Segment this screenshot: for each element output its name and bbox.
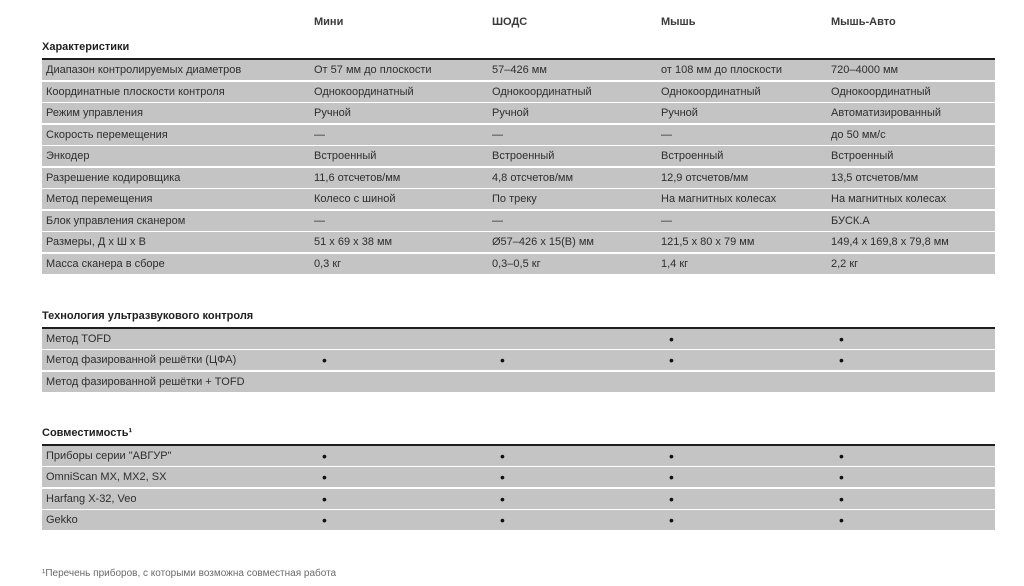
table-row	[42, 189, 995, 209]
check-dot: •	[839, 490, 844, 507]
row-label: Размеры, Д х Ш х В	[46, 236, 146, 248]
cell-value: Ручной	[661, 107, 698, 119]
check-dot: •	[322, 352, 327, 368]
check-dot: •	[839, 447, 844, 464]
cell-value: 13,5 отсчетов/мм	[831, 171, 919, 184]
row-label: Энкодер	[46, 150, 90, 162]
row-label: Блок управления сканером	[46, 214, 186, 227]
cell-value: Ручной	[492, 107, 529, 119]
check-dot: •	[669, 330, 674, 347]
cell-value	[314, 329, 492, 349]
check-dot: •	[322, 512, 327, 528]
section-characteristics	[42, 40, 995, 274]
cell-value: —	[492, 214, 503, 227]
cell-value	[661, 372, 831, 392]
cell-value: 12,9 отсчетов/мм	[661, 171, 749, 184]
row-label: OmniScan MX, MX2, SX	[46, 471, 167, 483]
cell-value: На магнитных колесах	[831, 193, 947, 205]
cell-value: 4,8 отсчетов/мм	[492, 171, 574, 184]
cell-value: 57–426 мм	[492, 64, 547, 76]
check-dot: •	[669, 352, 674, 368]
table-row	[42, 168, 995, 188]
cell-value: до 50 мм/с	[831, 128, 886, 141]
table-row	[42, 254, 995, 274]
cell-value: 720–4000 мм	[831, 64, 899, 76]
row-label: Gekko	[46, 514, 78, 526]
cell-value: Встроенный	[831, 150, 894, 162]
row-label: Метод перемещения	[46, 193, 153, 205]
check-dot: •	[500, 512, 505, 528]
section-title: Характеристики	[42, 41, 130, 53]
row-label: Метод TOFD	[46, 332, 112, 345]
cell-value: 0,3–0,5 кг	[492, 257, 541, 270]
section-ultrasonic-technology	[42, 309, 995, 392]
cell-value: Встроенный	[492, 150, 555, 162]
cell-value: 121,5 x 80 x 79 мм	[661, 236, 755, 248]
check-dot: •	[322, 490, 327, 507]
column-header-mysh: Мышь	[661, 16, 696, 28]
cell-value: —	[314, 214, 325, 227]
header-spacer	[42, 14, 314, 30]
cell-value: 11,6 отсчетов/мм	[314, 171, 401, 184]
cell-value: 1,4 кг	[661, 257, 689, 270]
cell-value: По треку	[492, 193, 537, 205]
section-rows	[42, 444, 995, 531]
cell-value	[831, 372, 995, 392]
cell-value: Ø57–426 x 15(В) мм	[492, 236, 594, 248]
cell-value: Однокоординатный	[492, 85, 592, 98]
check-dot: •	[500, 447, 505, 464]
check-dot: •	[500, 352, 505, 368]
cell-value: —	[661, 128, 672, 141]
row-label: Метод фазированной решётки + TOFD	[46, 375, 245, 388]
section-rows	[42, 58, 995, 274]
table-row	[42, 146, 995, 166]
cell-value	[492, 372, 661, 392]
column-header-shods: ШОДС	[492, 16, 528, 28]
row-label: Диапазон контролируемых диаметров	[46, 64, 242, 76]
check-dot: •	[322, 447, 327, 464]
check-dot: •	[839, 469, 844, 485]
check-dot: •	[322, 469, 327, 485]
check-dot: •	[669, 447, 674, 464]
footnote: ¹Перечень приборов, с которыми возможна совместная работа	[42, 568, 337, 579]
cell-value: БУСК.А	[831, 214, 870, 227]
cell-value: Автоматизированный	[831, 107, 942, 119]
row-label: Координатные плоскости контроля	[46, 85, 225, 98]
table-row	[42, 350, 995, 370]
check-dot: •	[839, 352, 844, 368]
table-row	[42, 329, 995, 349]
cell-value: 0,3 кг	[314, 257, 342, 270]
section-rows	[42, 327, 995, 392]
check-dot: •	[500, 490, 505, 507]
table-row	[42, 211, 995, 231]
cell-value: На магнитных колесах	[661, 193, 777, 205]
check-dot: •	[669, 490, 674, 507]
cell-value: Встроенный	[661, 150, 724, 162]
cell-value: Колесо с шиной	[314, 193, 396, 205]
table-row	[42, 82, 995, 102]
table-row	[42, 446, 995, 466]
check-dot: •	[669, 469, 674, 485]
table-row	[42, 467, 995, 487]
cell-value: Ручной	[314, 107, 351, 119]
check-dot: •	[669, 512, 674, 528]
column-header-mysh-avto: Мышь-Авто	[831, 16, 896, 28]
row-label: Harfang X-32, Veo	[46, 492, 137, 505]
cell-value: Однокоординатный	[831, 85, 931, 98]
cell-value: 51 x 69 x 38 мм	[314, 236, 393, 248]
table-row	[42, 489, 995, 509]
cell-value: —	[492, 128, 503, 141]
section-compatibility	[42, 426, 995, 531]
check-dot: •	[839, 330, 844, 347]
cell-value: Однокоординатный	[314, 85, 414, 98]
product-header-row	[42, 14, 995, 30]
row-label: Метод фазированной решётки (ЦФА)	[46, 354, 237, 366]
cell-value: Встроенный	[314, 150, 377, 162]
cell-value: От 57 мм до плоскости	[314, 64, 432, 76]
cell-value: от 108 мм до плоскости	[661, 64, 783, 76]
table-row	[42, 125, 995, 145]
row-label: Режим управления	[46, 107, 143, 119]
column-header-mini: Мини	[314, 16, 344, 28]
table-row	[42, 60, 995, 80]
section-title: Технология ультразвукового контроля	[42, 309, 254, 322]
cell-value: 2,2 кг	[831, 257, 859, 270]
cell-value: —	[661, 214, 672, 227]
row-label: Масса сканера в сборе	[46, 257, 165, 270]
cell-value	[314, 372, 492, 392]
cell-value: Однокоординатный	[661, 85, 761, 98]
check-dot: •	[839, 512, 844, 528]
section-title: Совместимость¹	[42, 426, 133, 439]
row-label: Приборы серии "АВГУР"	[46, 449, 172, 462]
cell-value: 149,4 x 169,8 x 79,8 мм	[831, 236, 949, 248]
check-dot: •	[500, 469, 505, 485]
row-label: Разрешение кодировщика	[46, 171, 181, 184]
table-row	[42, 103, 995, 123]
row-label: Скорость перемещения	[46, 128, 168, 141]
spec-comparison-table	[42, 14, 995, 580]
table-row	[42, 232, 995, 252]
cell-value: —	[314, 128, 325, 141]
table-row	[42, 510, 995, 530]
table-row	[42, 372, 995, 392]
cell-value	[492, 329, 661, 349]
